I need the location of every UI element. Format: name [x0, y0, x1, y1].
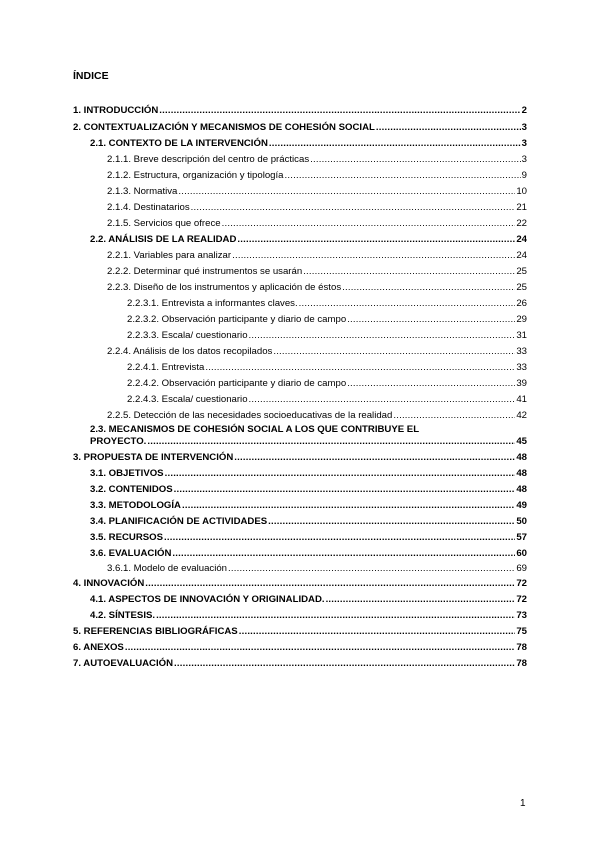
toc-entry[interactable]: [90, 436, 527, 448]
toc-entry[interactable]: [127, 394, 527, 406]
toc-entry-page: 22: [516, 218, 527, 229]
toc-entry[interactable]: [90, 484, 527, 496]
toc-entry[interactable]: [107, 410, 527, 422]
leader-dots: [145, 578, 515, 590]
toc-entry[interactable]: [107, 346, 527, 358]
leader-dots: [376, 122, 521, 134]
toc-entry-page: 3: [521, 122, 527, 133]
toc-entry-label: 3.1. OBJETIVOS: [90, 468, 164, 479]
toc-entry-label: 2.2.4.1. Entrevista: [127, 362, 205, 373]
toc-entry[interactable]: [73, 122, 527, 134]
toc-entry-label: 2.1.5. Servicios que ofrece: [107, 218, 221, 229]
toc-entry-page: 26: [516, 298, 527, 309]
toc-entry-label: 3.4. PLANIFICACIÓN DE ACTIVIDADES: [90, 516, 268, 527]
leader-dots: [165, 468, 516, 480]
toc-entry-label: 2.1.1. Breve descripción del centro de prácticas: [107, 154, 310, 165]
toc-entry-page: 69: [516, 563, 527, 574]
toc-entry-page: 3: [521, 154, 527, 165]
leader-dots: [159, 105, 520, 117]
toc-entry-page: 49: [516, 500, 527, 511]
toc-entry-page: 29: [516, 314, 527, 325]
toc-entry[interactable]: [90, 532, 527, 544]
toc-entry[interactable]: [107, 563, 527, 575]
toc-entry[interactable]: [90, 468, 527, 480]
leader-dots: [174, 658, 515, 670]
toc-entry-label: 6. ANEXOS: [73, 642, 124, 653]
toc-entry-label: 4. INNOVACIÓN: [73, 578, 145, 589]
toc-entry-page: 3: [521, 138, 527, 149]
toc-entry-page: 31: [516, 330, 527, 341]
toc-entry-page: 33: [516, 362, 527, 373]
toc-entry[interactable]: [127, 362, 527, 374]
leader-dots: [147, 436, 515, 448]
toc-entry-page: 42: [516, 410, 527, 421]
toc-entry-label: PROYECTO.: [90, 436, 147, 447]
toc-entry-label: 3.3. METODOLOGÍA: [90, 500, 181, 511]
toc-entry[interactable]: [107, 250, 527, 262]
toc-entry-label: 2.2.4. Análisis de los datos recopilados: [107, 346, 273, 357]
leader-dots: [232, 250, 515, 262]
toc-entry[interactable]: [90, 500, 527, 512]
toc-entry[interactable]: [73, 642, 527, 654]
leader-dots: [156, 610, 515, 622]
leader-dots: [174, 484, 516, 496]
toc-entry[interactable]: [127, 298, 527, 310]
page-number: 1: [520, 798, 526, 809]
toc-entry-label: 2.1.3. Normativa: [107, 186, 178, 197]
leader-dots: [172, 548, 515, 560]
toc-entry-label: 2.1.2. Estructura, organización y tipología: [107, 170, 284, 181]
toc-entry-page: 72: [516, 594, 527, 605]
toc-entry-label: 3.2. CONTENIDOS: [90, 484, 173, 495]
toc-entry-page: 50: [516, 516, 527, 527]
toc-entry-page: 33: [516, 346, 527, 357]
leader-dots: [310, 154, 521, 166]
leader-dots: [347, 314, 515, 326]
toc-entry-label: 2.2.3.3. Escala/ cuestionario: [127, 330, 248, 341]
toc-entry-page: 39: [516, 378, 527, 389]
toc-entry-page: 2: [521, 105, 527, 116]
toc-entry-label: 2.2. ANÁLISIS DE LA REALIDAD: [90, 234, 237, 245]
toc-entry[interactable]: [90, 234, 527, 246]
toc-entry[interactable]: [73, 452, 527, 464]
toc-entry-page: 78: [516, 642, 527, 653]
toc-entry-label: 3. PROPUESTA DE INTERVENCIÓN: [73, 452, 234, 463]
toc-entry-page: 48: [516, 484, 527, 495]
leader-dots: [393, 410, 515, 422]
leader-dots: [182, 500, 515, 512]
toc-entry-page: 9: [521, 170, 527, 181]
leader-dots: [125, 642, 516, 654]
toc-entry-label-line1: 2.3. MECANISMOS DE COHESIÓN SOCIAL A LOS QUE CONTRIBUYE EL: [90, 424, 420, 435]
leader-dots: [249, 394, 516, 406]
toc-entry-page: 48: [516, 468, 527, 479]
leader-dots: [285, 170, 521, 182]
toc-entry-page: 25: [516, 282, 527, 293]
toc-entry[interactable]: [127, 314, 527, 326]
toc-entry-label: 2.2.4.3. Escala/ cuestionario: [127, 394, 248, 405]
toc-entry-label: 2. CONTEXTUALIZACIÓN Y MECANISMOS DE COHESIÓN SOCIAL: [73, 122, 375, 133]
toc-entry-page: 60: [516, 548, 527, 559]
toc-entry-label: 2.2.1. Variables para analizar: [107, 250, 232, 261]
toc-entry-page: 75: [516, 626, 527, 637]
toc-entry-label: 3.6.1. Modelo de evaluación: [107, 563, 228, 574]
toc-entry-label: 4.2. SÍNTESIS.: [90, 610, 156, 621]
toc-entry[interactable]: [73, 658, 527, 670]
toc-entry-page: 41: [516, 394, 527, 405]
toc-entry-page: 57: [516, 532, 527, 543]
leader-dots: [234, 452, 515, 464]
toc-entry[interactable]: [107, 202, 527, 214]
toc-entry-label: 1. INTRODUCCIÓN: [73, 105, 159, 116]
toc-entry-label: 2.1.4. Destinatarios: [107, 202, 190, 213]
toc-entry-label: 3.5. RECURSOS: [90, 532, 164, 543]
toc-entry-label: 2.1. CONTEXTO DE LA INTERVENCIÓN: [90, 138, 268, 149]
toc-entry-page: 24: [516, 234, 527, 245]
toc-entry-label: 4.1. ASPECTOS DE INNOVACIÓN Y ORIGINALIDAD.: [90, 594, 325, 605]
leader-dots: [222, 218, 516, 230]
toc-entry[interactable]: [73, 626, 527, 638]
leader-dots: [191, 202, 516, 214]
leader-dots: [178, 186, 515, 198]
leader-dots: [347, 378, 515, 390]
toc-entry[interactable]: [127, 330, 527, 342]
toc-entry-label: 5. REFERENCIAS BIBLIOGRÁFICAS: [73, 626, 238, 637]
toc-entry-label: 2.2.4.2. Observación participante y diario de campo: [127, 378, 347, 389]
leader-dots: [228, 563, 515, 575]
toc-entry-label: 2.2.3.1. Entrevista a informantes claves.: [127, 298, 298, 309]
leader-dots: [268, 516, 515, 528]
toc-entry-page: 10: [516, 186, 527, 197]
leader-dots: [249, 330, 516, 342]
toc-entry[interactable]: [73, 578, 527, 590]
toc-entry[interactable]: [90, 516, 527, 528]
toc-entry-label: 2.2.3. Diseño de los instrumentos y aplicación de éstos: [107, 282, 342, 293]
leader-dots: [303, 266, 515, 278]
leader-dots: [239, 626, 516, 638]
leader-dots: [326, 594, 516, 606]
toc-entry[interactable]: [127, 378, 527, 390]
toc-entry-label: 2.2.2. Determinar qué instrumentos se usarán: [107, 266, 303, 277]
leader-dots: [269, 138, 521, 150]
leader-dots: [164, 532, 515, 544]
leader-dots: [273, 346, 515, 358]
toc-entry[interactable]: [73, 105, 527, 117]
leader-dots: [342, 282, 515, 294]
toc-entry[interactable]: [90, 610, 527, 622]
leader-dots: [205, 362, 515, 374]
toc-entry[interactable]: [107, 266, 527, 278]
toc-entry-page: 24: [516, 250, 527, 261]
toc-entry[interactable]: [107, 282, 527, 294]
toc-entry-label: 2.2.3.2. Observación participante y diario de campo: [127, 314, 347, 325]
toc-entry[interactable]: [107, 170, 527, 182]
toc-entry[interactable]: [107, 154, 527, 166]
toc-entry-page: 45: [516, 436, 527, 447]
toc-entry[interactable]: [90, 138, 527, 150]
leader-dots: [299, 298, 516, 310]
toc-entry-page: 78: [516, 658, 527, 669]
toc-entry[interactable]: [90, 548, 527, 560]
toc-entry[interactable]: [107, 186, 527, 198]
toc-title: ÍNDICE: [73, 70, 109, 82]
toc-entry-label: 3.6. EVALUACIÓN: [90, 548, 172, 559]
toc-entry-page: 72: [516, 578, 527, 589]
toc-entry-page: 73: [516, 610, 527, 621]
toc-entry-page: 48: [516, 452, 527, 463]
toc-entry-label: 7. AUTOEVALUACIÓN: [73, 658, 174, 669]
toc-entry[interactable]: [107, 218, 527, 230]
toc-entry-label: 2.2.5. Detección de las necesidades socioeducativas de la realidad: [107, 410, 393, 421]
toc-entry-page: 25: [516, 266, 527, 277]
leader-dots: [237, 234, 515, 246]
toc-entry[interactable]: [90, 594, 527, 606]
toc-entry-page: 21: [516, 202, 527, 213]
